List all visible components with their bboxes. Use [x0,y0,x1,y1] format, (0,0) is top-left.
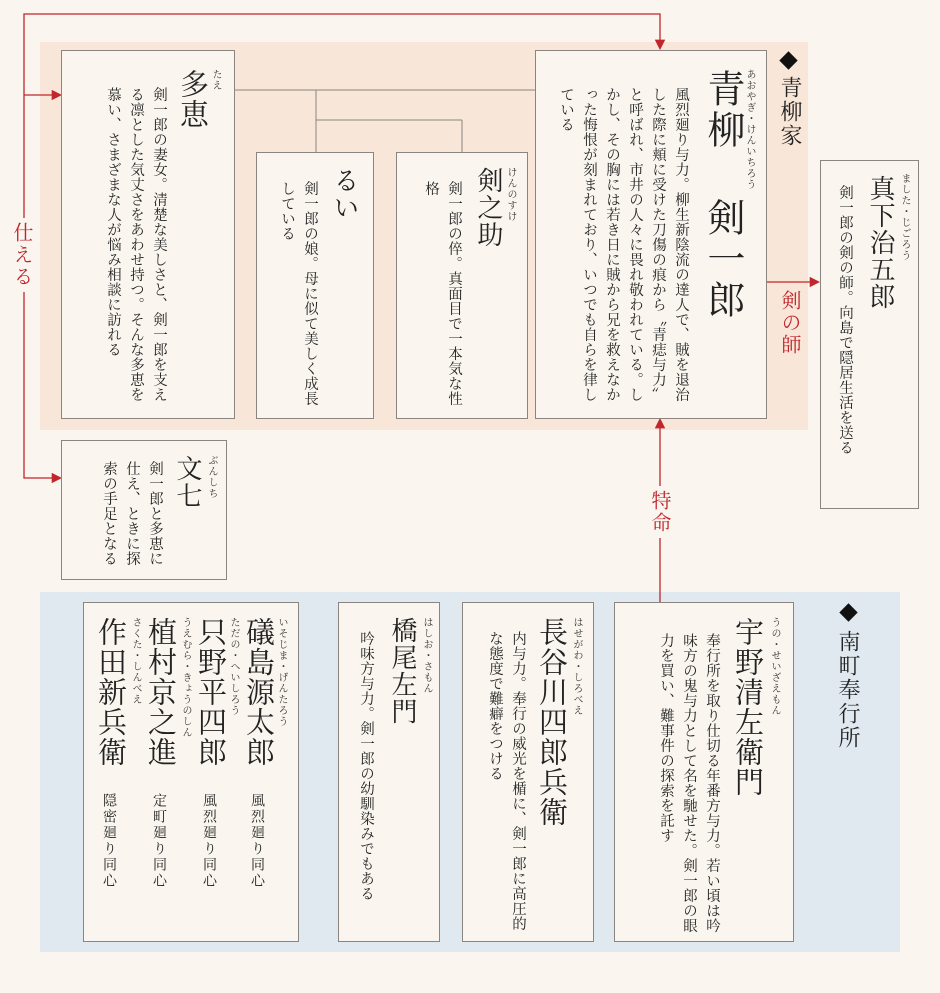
relation-label-sword-master: 剣の師 [778,290,802,356]
name-bunshichi: 文七 [172,455,202,509]
rank-isojima: 風烈廻り同心 [249,793,265,889]
card-tae [61,50,235,419]
ruby-tadano: ただの・へいしろう [228,617,239,716]
ruby-uemura: うえむら・きょうのしん [180,617,191,738]
card-hashio [338,602,440,942]
rank-tadano: 風烈廻り同心 [201,793,217,889]
relation-label-serve: 仕える [12,218,32,292]
name-tadano: 只野平四郎 [194,617,228,767]
desc-uno: 奉行所を取り仕切る年番方与力。若い頃は吟味方の鬼与力として名を馳せた。剣一郎の眼力を買い、難事件の探索を託す [658,633,720,933]
card-kenichiro [535,50,767,419]
card-hasegawa [462,602,594,942]
name-uemura: 植村京之進 [144,617,178,767]
name-isojima: 礒島源太郎 [242,617,276,767]
card-bunshichi [61,440,227,580]
rank-sakuta: 隠密廻り同心 [101,793,117,889]
group-title-aoyagi: 青柳家 [777,76,802,148]
relation-label-special-order: 特命 [650,486,670,538]
family-lines [235,90,535,152]
ruby-tae: たえ [210,69,221,91]
ruby-mashita: ました・じごろう [899,173,910,261]
ruby-hashio: はしお・さもん [421,617,432,694]
desc-kennosuke: 剣一郎の倅。真面目で一本気な性格 [423,181,462,406]
desc-hashio: 吟味方与力。剣一郎の幼馴染みでもある [358,631,374,901]
name-kenichiro: 青柳 剣一郎 [701,69,745,321]
desc-kenichiro: 風烈廻り与力。柳生新陰流の達人で、賊を退治した際に頬に受けた刀傷の痕から〝青痣与力〟と呼ばれ、市井の人々に畏れ敬われている。しかし、その胸には若き日に賊から兄を救えなかった悔恨が刻まれており、いつでも自らを律している [558,87,689,402]
ruby-hasegawa: はせがわ・しろべえ [571,617,582,716]
name-mashita: 真下治五郎 [865,175,895,310]
ruby-sakuta: さくた・しんべえ [130,617,141,705]
rank-uemura: 定町廻り同心 [151,793,167,889]
ruby-kennosuke: けんのすけ [505,167,516,222]
name-hashio: 橋尾左門 [387,617,417,725]
card-rui [256,152,374,419]
ruby-isojima: いそじま・げんたろう [276,617,287,727]
ruby-bunshichi: ぶんしち [206,455,217,499]
card-kennosuke [396,152,528,419]
card-mashita [820,160,919,509]
name-tae: 多恵 [176,69,210,129]
name-hasegawa: 長谷川四郎兵衛 [535,617,569,827]
ruby-uno: うの・せいざえもん [769,617,780,716]
desc-mashita: 剣一郎の剣の師。向島で隠居生活を送る [837,185,853,455]
card-uno [614,602,794,942]
name-sakuta: 作田新兵衛 [94,617,128,767]
desc-hasegawa: 内与力。奉行の威光を楯に、剣一郎に高圧的な態度で難癖をつける [487,631,526,931]
name-kennosuke: 剣之助 [473,167,503,248]
desc-tae: 剣一郎の妻女。清楚な美しさと、剣一郎を支える凛とした気丈さをあわせ持つ。そんな多恵を慕い、さまざまな人が悩み相談に訪れる [105,87,167,402]
name-uno: 宇野清左衛門 [731,617,765,797]
card-doshin [83,602,299,942]
desc-rui: 剣一郎の娘。母に似て美しく成長している [279,181,318,406]
desc-bunshichi: 剣一郎と多恵に仕え、ときに探索の手足となる [101,461,163,566]
name-rui: るい [329,167,359,221]
ruby-kenichiro: あおやぎ・けんいちろう [744,69,755,190]
group-title-south: 南町奉行所 [835,630,860,750]
